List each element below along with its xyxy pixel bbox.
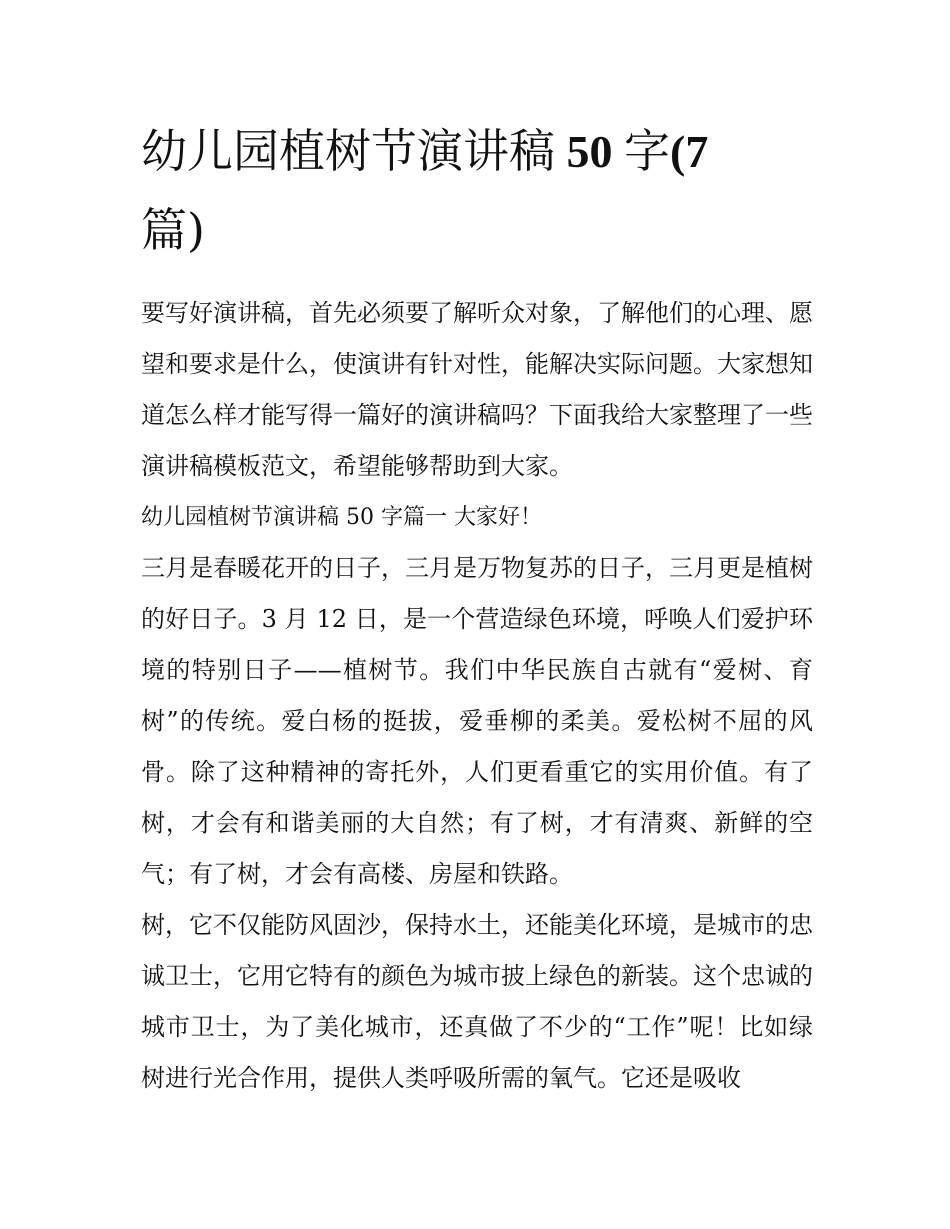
intro-paragraph: 要写好演讲稿，首先必须要了解听众对象，了解他们的心理、愿望和要求是什么，使演讲有针对性，能解决实际问题。大家想知道怎么样才能写得一篇好的演讲稿吗？下面我给大家整理了一些演讲稿模板范文，希望能够帮助到大家。 [141,299,813,480]
document-body [141,288,813,1104]
document-page [141,112,813,1104]
body-paragraph: 三月是春暖花开的日子，三月是万物复苏的日子，三月更是植树的好日子。3 月 12 日，是一个营造绿色环境，呼唤人们爱护环境的特别日子——植树节。我们中华民族自古就有“爱树、育树”的传统。爱白杨的挺拔，爱垂柳的柔美。爱松树不屈的风骨。除了这种精神的寄托外，人们更看重它的实用价值。有了树，才会有和谐美丽的大自然；有了树，才有清爽、新鲜的空气；有了树，才会有高楼、房屋和铁路。 [141,554,813,888]
body-paragraph: 树，它不仅能防风固沙，保持水土，还能美化环境，是城市的忠诚卫士，它用它特有的颜色为城市披上绿色的新装。这个忠诚的城市卫士，为了美化城市，还真做了不少的“工作”呢！比如绿树进行光合作用，提供人类呼吸所需的氧气。它还是吸收 [141,911,813,1092]
document-title [141,112,813,270]
title-end: 篇) [141,203,205,257]
title-number: 50 [555,126,624,177]
title-mid: 字 [624,124,670,178]
title-paren-count: (7 [670,126,709,177]
section-heading: 幼儿园植树节演讲稿 50 字篇一 大家好！ [141,505,542,530]
title-main: 幼儿园植树节演讲稿 [141,124,555,178]
